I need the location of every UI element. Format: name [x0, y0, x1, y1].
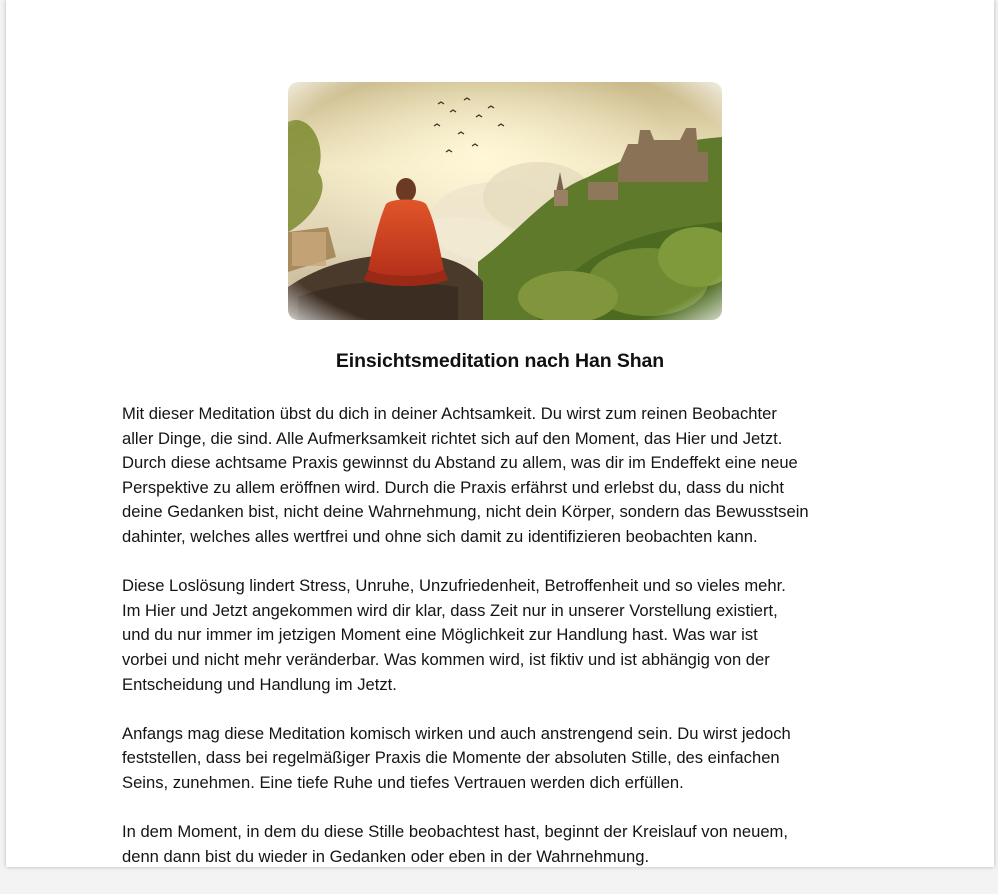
document-body — [122, 402, 882, 894]
paragraph-1 — [122, 402, 882, 550]
paragraph-line: feststellen, dass bei regelmäßiger Praxis die Momente der absoluten Stille, des einfachen — [122, 748, 780, 768]
paragraph-line: In dem Moment, in dem du diese Stille beobachtest hast, beginnt der Kreislauf von neuem, — [122, 822, 788, 842]
paragraph-line: aller Dinge, die sind. Alle Aufmerksamkeit richtet sich auf den Moment, das Hier und Jetzt. — [122, 428, 783, 448]
paragraph-3 — [122, 722, 882, 796]
paragraph-2 — [122, 574, 882, 697]
paragraph-line: Mit dieser Meditation übst du dich in deiner Achtsamkeit. Du wirst zum reinen Beobachter — [122, 404, 777, 423]
paragraph-line: Anfangs mag diese Meditation komisch wirken und auch anstrengend sein. Du wirst jedoch — [122, 723, 791, 743]
paragraph-line: Entscheidung und Handlung im Jetzt. — [122, 674, 397, 694]
paragraph-line: Durch diese achtsame Praxis gewinnst du Abstand zu allem, was dir im Endeffekt eine neue — [122, 453, 798, 473]
paragraph-line: Diese Loslösung lindert Stress, Unruhe, Unzufriedenheit, Betroffenheit und so vieles mehr. — [122, 576, 786, 596]
paragraph-4 — [122, 820, 882, 869]
paragraph-line: Im Hier und Jetzt angekommen wird dir klar, dass Zeit nur in unserer Vorstellung existiert, — [122, 600, 778, 620]
document-page — [6, 0, 994, 867]
paragraph-line: deine Gedanken bist, nicht deine Wahrnehmung, nicht dein Körper, sondern das Bewusstsein — [122, 502, 809, 522]
paragraph-line: Seins, zunehmen. Eine tiefe Ruhe und tiefes Vertrauen werden dich erfüllen. — [122, 772, 684, 792]
paragraph-line: Perspektive zu allem eröffnen wird. Durch die Praxis erfährst und erlebst du, dass du nicht — [122, 477, 784, 497]
paragraph-line: dahinter, welches alles wertfrei und ohne sich damit zu identifizieren beobachten kann. — [122, 526, 758, 546]
paragraph-line: vorbei und nicht mehr veränderbar. Was kommen wird, ist fiktiv und ist abhängig von der — [122, 649, 770, 669]
paragraph-line: und du nur immer im jetzigen Moment eine Möglichkeit zur Handlung hast. Was war ist — [122, 625, 758, 645]
paragraph-line: denn dann bist du wieder in Gedanken oder eben in der Wahrnehmung. — [122, 846, 650, 866]
document-title: Einsichtsmeditation nach Han Shan — [335, 350, 665, 372]
monk-meditation-photo-icon — [288, 82, 722, 320]
monk-meditation-photo — [288, 82, 722, 320]
